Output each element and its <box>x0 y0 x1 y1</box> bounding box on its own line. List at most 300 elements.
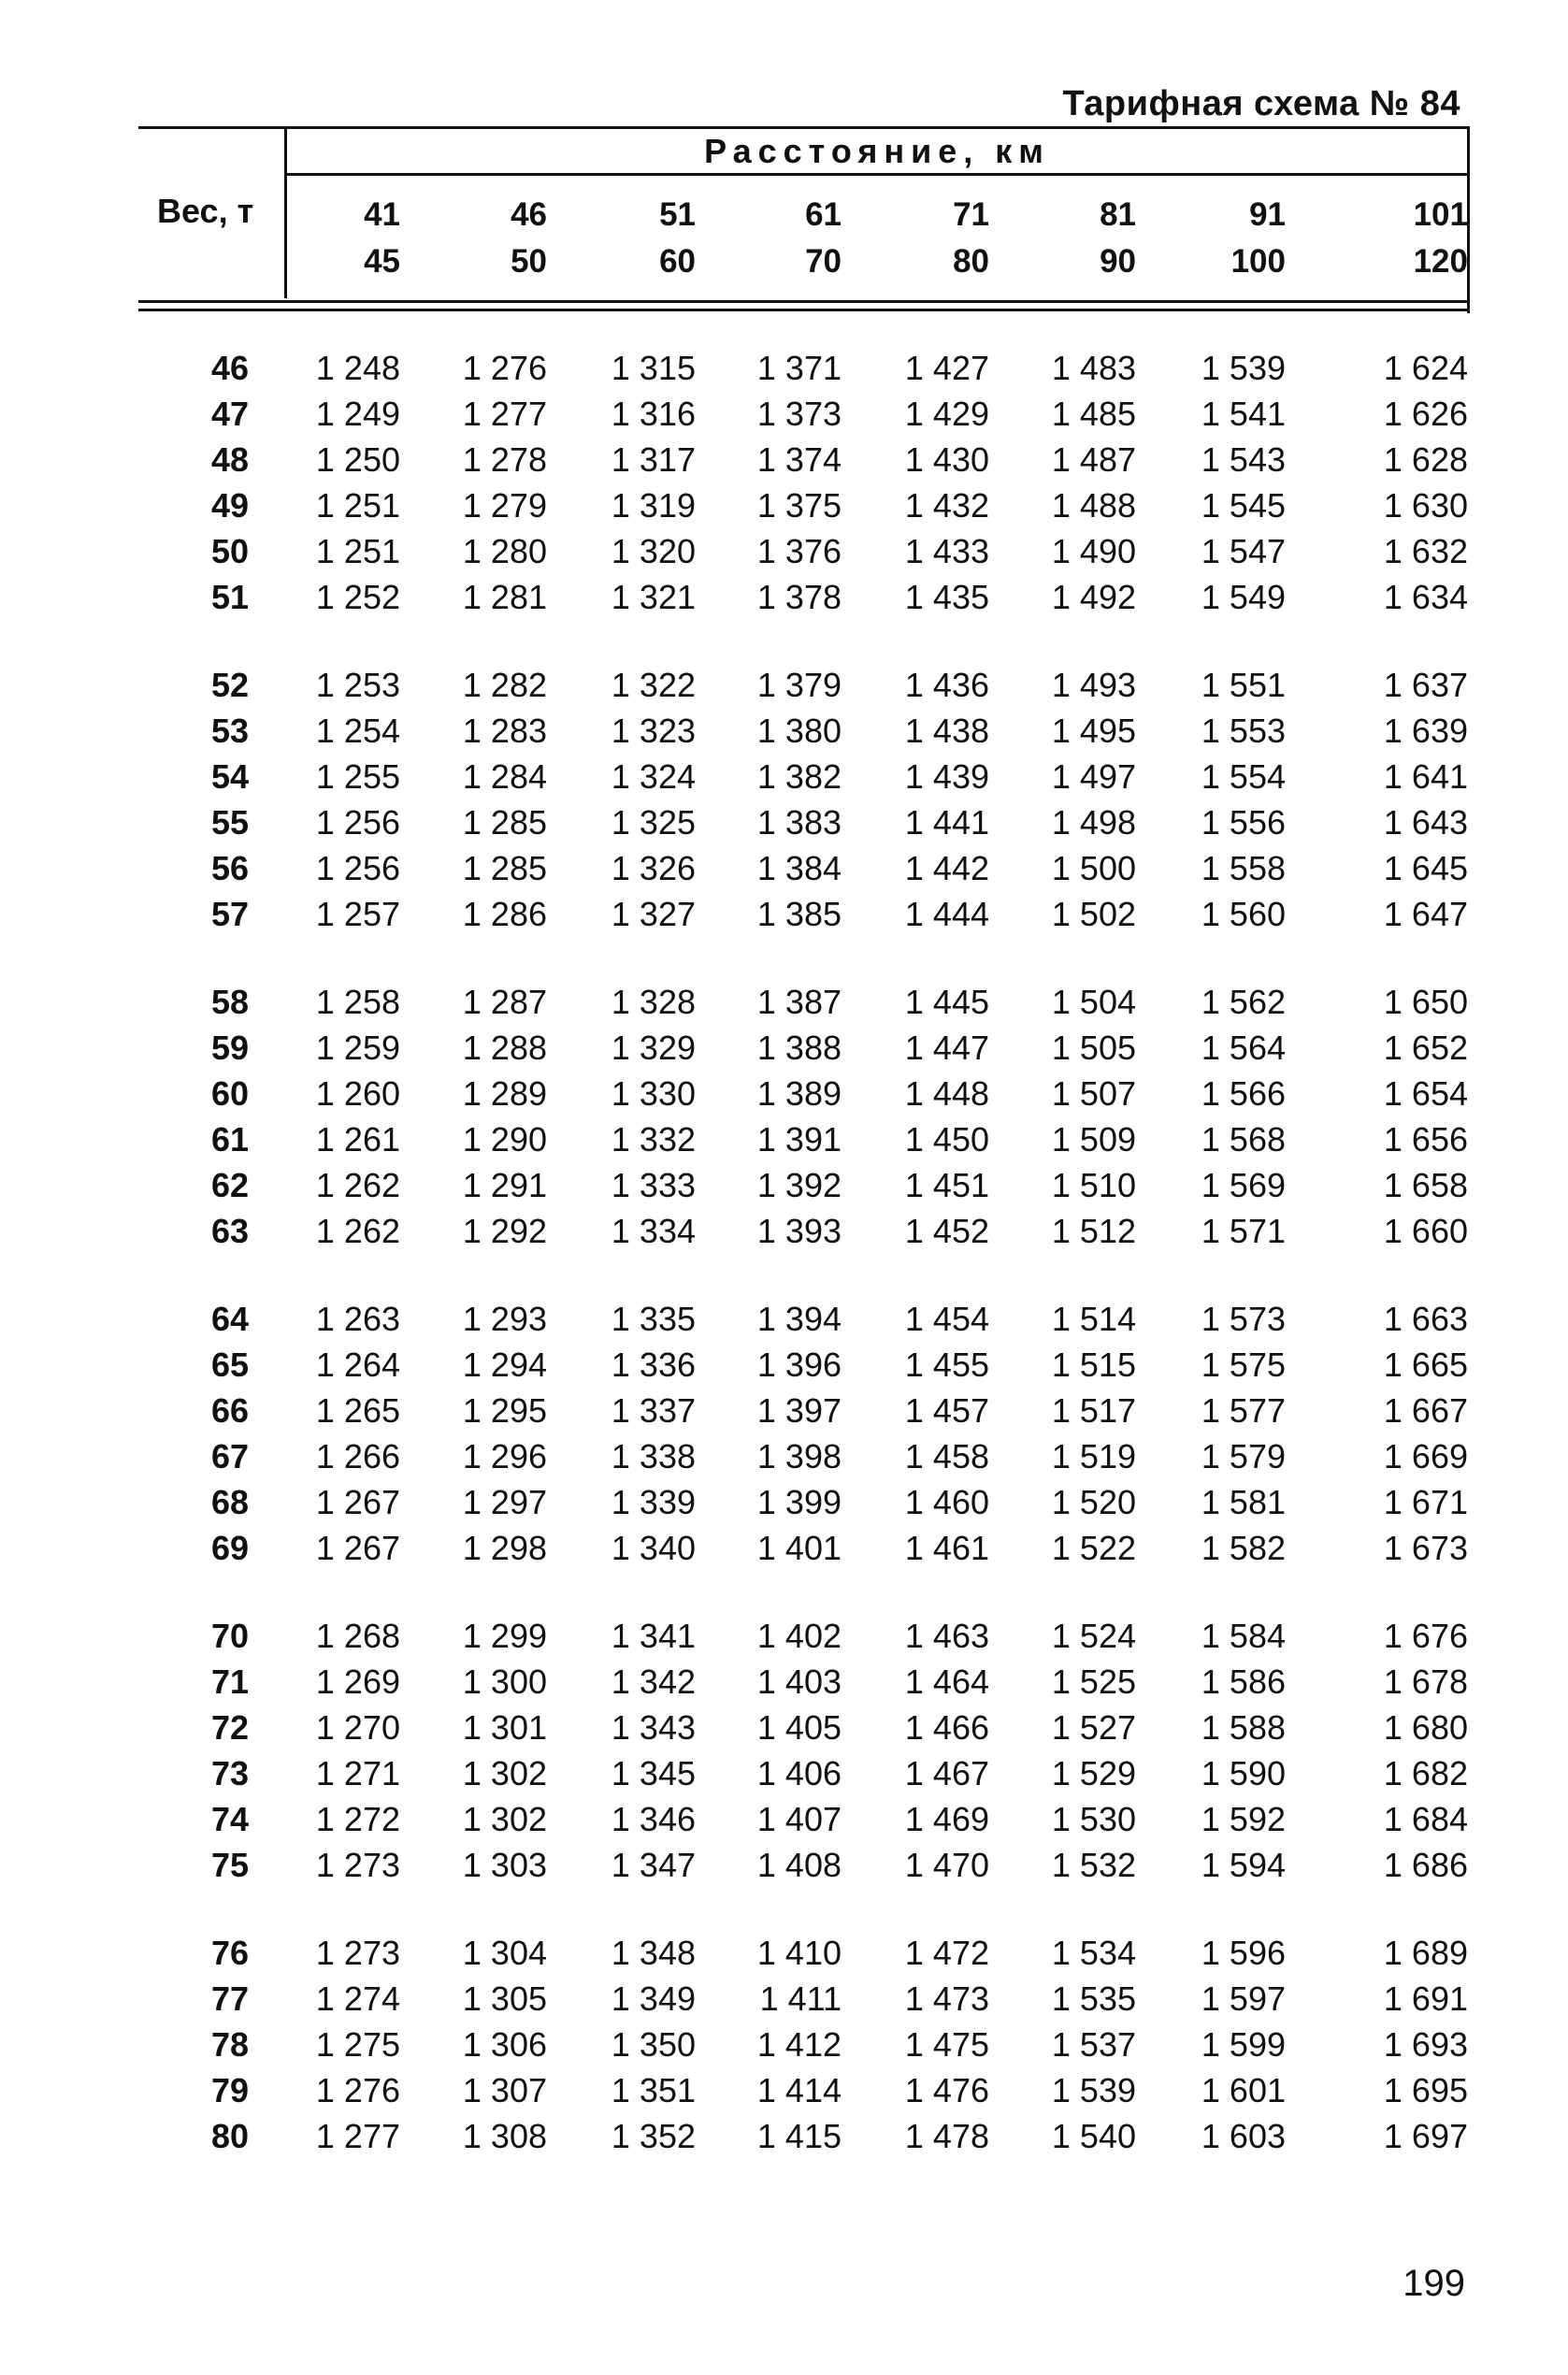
tariff-cell: 1 414 <box>756 2071 842 2109</box>
tariff-cell: 1 599 <box>1201 2025 1286 2064</box>
range-to: 90 <box>1100 243 1136 280</box>
tariff-cell: 1 301 <box>462 1708 547 1747</box>
tariff-cell: 1 441 <box>904 803 989 842</box>
range-to: 120 <box>1413 243 1468 280</box>
tariff-cell: 1 281 <box>462 578 547 616</box>
tariff-cell: 1 250 <box>315 440 400 479</box>
tariff-cell: 1 663 <box>1383 1300 1468 1338</box>
tariff-cell: 1 268 <box>315 1617 400 1655</box>
tariff-cell: 1 340 <box>611 1529 696 1567</box>
table-row <box>138 529 1470 574</box>
tariff-cell: 1 277 <box>315 2117 400 2155</box>
tariff-cell: 1 573 <box>1201 1300 1286 1338</box>
tariff-cell: 1 347 <box>611 1846 696 1884</box>
tariff-cell: 1 253 <box>315 666 400 704</box>
tariff-cell: 1 566 <box>1201 1074 1286 1113</box>
tariff-cell: 1 333 <box>611 1166 696 1204</box>
table-row <box>138 1343 1470 1388</box>
distance-header-label: Расстояние, км <box>704 132 1050 170</box>
tariff-cell: 1 248 <box>315 349 400 387</box>
tariff-cell: 1 601 <box>1201 2071 1286 2109</box>
tariff-cell: 1 485 <box>1051 395 1136 433</box>
range-from: 46 <box>511 196 547 233</box>
weight-cell: 73 <box>210 1754 249 1792</box>
tariff-cell: 1 319 <box>611 486 696 525</box>
tariff-cell: 1 258 <box>315 983 400 1021</box>
table-header <box>138 126 1470 313</box>
tariff-cell: 1 582 <box>1201 1529 1286 1567</box>
weight-cell: 58 <box>210 983 249 1021</box>
tariff-cell: 1 373 <box>756 395 842 433</box>
tariff-cell: 1 432 <box>904 486 989 525</box>
tariff-cell: 1 537 <box>1051 2025 1136 2064</box>
tariff-cell: 1 458 <box>904 1437 989 1475</box>
tariff-cell: 1 667 <box>1383 1391 1468 1430</box>
table-row <box>138 1977 1470 2022</box>
table-row <box>138 800 1470 845</box>
distance-range-header <box>444 192 547 285</box>
tariff-cell: 1 628 <box>1383 440 1468 479</box>
distance-range-header <box>1033 192 1136 285</box>
table-row <box>138 2114 1470 2159</box>
tariff-cell: 1 476 <box>904 2071 989 2109</box>
weight-cell: 74 <box>210 1800 249 1838</box>
table-row <box>138 1706 1470 1750</box>
tariff-cell: 1 332 <box>611 1120 696 1159</box>
tariff-cell: 1 276 <box>315 2071 400 2109</box>
tariff-cell: 1 271 <box>315 1754 400 1792</box>
tariff-cell: 1 581 <box>1201 1483 1286 1521</box>
weight-cell: 57 <box>210 895 249 933</box>
range-from: 41 <box>364 196 400 233</box>
tariff-cell: 1 498 <box>1051 803 1136 842</box>
tariff-cell: 1 691 <box>1383 1979 1468 2018</box>
tariff-cell: 1 282 <box>462 666 547 704</box>
tariff-cell: 1 300 <box>462 1662 547 1701</box>
tariff-cell: 1 297 <box>462 1483 547 1521</box>
tariff-cell: 1 466 <box>904 1708 989 1747</box>
tariff-cell: 1 549 <box>1201 578 1286 616</box>
tariff-cell: 1 396 <box>756 1346 842 1384</box>
tariff-cell: 1 455 <box>904 1346 989 1384</box>
tariff-cell: 1 487 <box>1051 440 1136 479</box>
tariff-cell: 1 452 <box>904 1212 989 1250</box>
tariff-cell: 1 259 <box>315 1029 400 1067</box>
tariff-cell: 1 686 <box>1383 1846 1468 1884</box>
table-row <box>138 438 1470 482</box>
weight-cell: 53 <box>210 712 249 750</box>
weight-cell: 67 <box>210 1437 249 1475</box>
weight-cell: 66 <box>210 1391 249 1430</box>
tariff-cell: 1 345 <box>611 1754 696 1792</box>
tariff-cell: 1 632 <box>1383 532 1468 570</box>
tariff-cell: 1 334 <box>611 1212 696 1250</box>
tariff-cell: 1 315 <box>611 349 696 387</box>
tariff-cell: 1 588 <box>1201 1708 1286 1747</box>
tariff-cell: 1 515 <box>1051 1346 1136 1384</box>
tariff-cell: 1 520 <box>1051 1483 1136 1521</box>
table-row <box>138 1931 1470 1976</box>
tariff-cell: 1 385 <box>756 895 842 933</box>
tariff-cell: 1 415 <box>756 2117 842 2155</box>
tariff-cell: 1 652 <box>1383 1029 1468 1067</box>
distance-range-header <box>1365 192 1468 285</box>
tariff-cell: 1 411 <box>759 1979 842 2018</box>
table-row <box>138 575 1470 620</box>
tariff-cell: 1 430 <box>904 440 989 479</box>
range-to: 50 <box>511 243 547 280</box>
tariff-cell: 1 502 <box>1051 895 1136 933</box>
header-bottom-rule <box>138 300 1470 303</box>
tariff-cell: 1 278 <box>462 440 547 479</box>
tariff-cell: 1 460 <box>904 1483 989 1521</box>
tariff-cell: 1 292 <box>462 1212 547 1250</box>
tariff-cell: 1 352 <box>611 2117 696 2155</box>
weight-cell: 52 <box>210 666 249 704</box>
tariff-cell: 1 603 <box>1201 2117 1286 2155</box>
tariff-cell: 1 658 <box>1383 1166 1468 1204</box>
tariff-cell: 1 305 <box>462 1979 547 2018</box>
range-to: 60 <box>659 243 696 280</box>
tariff-cell: 1 680 <box>1383 1708 1468 1747</box>
table-row <box>138 1389 1470 1433</box>
tariff-cell: 1 541 <box>1201 395 1286 433</box>
tariff-cell: 1 451 <box>904 1166 989 1204</box>
tariff-cell: 1 505 <box>1051 1029 1136 1067</box>
tariff-cell: 1 495 <box>1051 712 1136 750</box>
tariff-cell: 1 262 <box>315 1166 400 1204</box>
tariff-cell: 1 447 <box>904 1029 989 1067</box>
tariff-cell: 1 379 <box>756 666 842 704</box>
tariff-cell: 1 293 <box>462 1300 547 1338</box>
tariff-cell: 1 323 <box>611 712 696 750</box>
tariff-cell: 1 273 <box>315 1846 400 1884</box>
tariff-cell: 1 321 <box>611 578 696 616</box>
tariff-cell: 1 286 <box>462 895 547 933</box>
tariff-cell: 1 407 <box>756 1800 842 1838</box>
table-row <box>138 1117 1470 1162</box>
tariff-cell: 1 302 <box>462 1754 547 1792</box>
tariff-cell: 1 427 <box>904 349 989 387</box>
tariff-cell: 1 569 <box>1201 1166 1286 1204</box>
tariff-cell: 1 539 <box>1051 2071 1136 2109</box>
tariff-cell: 1 470 <box>904 1846 989 1884</box>
tariff-cell: 1 316 <box>611 395 696 433</box>
tariff-cell: 1 335 <box>611 1300 696 1338</box>
weight-cell: 50 <box>210 532 249 570</box>
tariff-cell: 1 464 <box>904 1662 989 1701</box>
tariff-cell: 1 399 <box>756 1483 842 1521</box>
tariff-cell: 1 454 <box>904 1300 989 1338</box>
tariff-cell: 1 554 <box>1201 757 1286 796</box>
table-row <box>138 1614 1470 1659</box>
tariff-cell: 1 260 <box>315 1074 400 1113</box>
table-row <box>138 755 1470 799</box>
distance-range-header <box>886 192 989 285</box>
tariff-cell: 1 267 <box>315 1529 400 1567</box>
header-bottom-rule-double <box>138 309 1470 311</box>
tariff-cell: 1 406 <box>756 1754 842 1792</box>
tariff-cell: 1 401 <box>756 1529 842 1567</box>
tariff-cell: 1 575 <box>1201 1346 1286 1384</box>
tariff-cell: 1 402 <box>756 1617 842 1655</box>
weight-cell: 54 <box>210 757 249 796</box>
tariff-cell: 1 287 <box>462 983 547 1021</box>
tariff-cell: 1 497 <box>1051 757 1136 796</box>
tariff-cell: 1 682 <box>1383 1754 1468 1792</box>
tariff-cell: 1 308 <box>462 2117 547 2155</box>
tariff-cell: 1 504 <box>1051 983 1136 1021</box>
tariff-cell: 1 512 <box>1051 1212 1136 1250</box>
tariff-cell: 1 584 <box>1201 1617 1286 1655</box>
tariff-cell: 1 643 <box>1383 803 1468 842</box>
tariff-cell: 1 299 <box>462 1617 547 1655</box>
tariff-cell: 1 647 <box>1383 895 1468 933</box>
distance-range-header <box>297 192 400 285</box>
tariff-cell: 1 492 <box>1051 578 1136 616</box>
table-row <box>138 392 1470 437</box>
tariff-cell: 1 275 <box>315 2025 400 2064</box>
tariff-cell: 1 256 <box>315 803 400 842</box>
tariff-cell: 1 639 <box>1383 712 1468 750</box>
tariff-cell: 1 317 <box>611 440 696 479</box>
tariff-cell: 1 307 <box>462 2071 547 2109</box>
tariff-cell: 1 262 <box>315 1212 400 1250</box>
tariff-cell: 1 320 <box>611 532 696 570</box>
page-number: 199 <box>1403 2263 1465 2304</box>
tariff-cell: 1 535 <box>1051 1979 1136 2018</box>
tariff-cell: 1 284 <box>462 757 547 796</box>
tariff-cell: 1 514 <box>1051 1300 1136 1338</box>
tariff-cell: 1 475 <box>904 2025 989 2064</box>
tariff-cell: 1 394 <box>756 1300 842 1338</box>
tariff-cell: 1 408 <box>756 1846 842 1884</box>
tariff-cell: 1 693 <box>1383 2025 1468 2064</box>
tariff-cell: 1 306 <box>462 2025 547 2064</box>
tariff-scheme-title: Тарифная схема № 84 <box>1062 84 1460 123</box>
weight-cell: 46 <box>210 349 249 387</box>
weight-cell: 77 <box>210 1979 249 2018</box>
weight-cell: 61 <box>210 1120 249 1159</box>
tariff-cell: 1 288 <box>462 1029 547 1067</box>
range-to: 45 <box>364 243 400 280</box>
tariff-cell: 1 255 <box>315 757 400 796</box>
weight-cell: 69 <box>210 1529 249 1567</box>
tariff-cell: 1 540 <box>1051 2117 1136 2155</box>
tariff-cell: 1 641 <box>1383 757 1468 796</box>
tariff-cell: 1 383 <box>756 803 842 842</box>
tariff-cell: 1 384 <box>756 849 842 887</box>
tariff-cell: 1 391 <box>756 1120 842 1159</box>
table-row <box>138 483 1470 528</box>
tariff-cell: 1 463 <box>904 1617 989 1655</box>
tariff-cell: 1 251 <box>315 486 400 525</box>
table-row <box>138 1072 1470 1116</box>
tariff-cell: 1 265 <box>315 1391 400 1430</box>
tariff-cell: 1 697 <box>1383 2117 1468 2155</box>
tariff-cell: 1 656 <box>1383 1120 1468 1159</box>
tariff-cell: 1 469 <box>904 1800 989 1838</box>
tariff-cell: 1 348 <box>611 1934 696 1972</box>
tariff-cell: 1 673 <box>1383 1529 1468 1567</box>
tariff-cell: 1 438 <box>904 712 989 750</box>
range-from: 91 <box>1249 196 1286 233</box>
weight-cell: 55 <box>210 803 249 842</box>
table-row <box>138 1209 1470 1254</box>
tariff-cell: 1 326 <box>611 849 696 887</box>
distance-range-header <box>1183 192 1286 285</box>
table-row <box>138 709 1470 754</box>
range-to: 100 <box>1230 243 1286 280</box>
weight-cell: 79 <box>210 2071 249 2109</box>
tariff-cell: 1 665 <box>1383 1346 1468 1384</box>
tariff-cell: 1 678 <box>1383 1662 1468 1701</box>
weight-cell: 65 <box>210 1346 249 1384</box>
table-row <box>138 663 1470 708</box>
weight-cell: 75 <box>210 1846 249 1884</box>
table-row <box>138 1026 1470 1071</box>
tariff-cell: 1 439 <box>904 757 989 796</box>
tariff-cell: 1 298 <box>462 1529 547 1567</box>
tariff-cell: 1 382 <box>756 757 842 796</box>
table-row <box>138 2068 1470 2113</box>
tariff-cell: 1 336 <box>611 1346 696 1384</box>
tariff-cell: 1 435 <box>904 578 989 616</box>
tariff-cell: 1 450 <box>904 1120 989 1159</box>
table-row <box>138 1526 1470 1571</box>
tariff-cell: 1 645 <box>1383 849 1468 887</box>
tariff-cell: 1 371 <box>756 349 842 387</box>
range-to: 70 <box>805 243 842 280</box>
range-from: 101 <box>1413 196 1468 233</box>
tariff-cell: 1 488 <box>1051 486 1136 525</box>
tariff-cell: 1 389 <box>756 1074 842 1113</box>
tariff-cell: 1 392 <box>756 1166 842 1204</box>
table-row <box>138 892 1470 937</box>
weight-cell: 76 <box>210 1934 249 1972</box>
tariff-cell: 1 553 <box>1201 712 1286 750</box>
table-row <box>138 1660 1470 1705</box>
tariff-cell: 1 660 <box>1383 1212 1468 1250</box>
tariff-cell: 1 571 <box>1201 1212 1286 1250</box>
tariff-cell: 1 270 <box>315 1708 400 1747</box>
tariff-cell: 1 507 <box>1051 1074 1136 1113</box>
table-row <box>138 1434 1470 1479</box>
weight-cell: 48 <box>210 440 249 479</box>
table-row <box>138 1797 1470 1842</box>
weight-cell: 47 <box>210 395 249 433</box>
tariff-cell: 1 529 <box>1051 1754 1136 1792</box>
tariff-cell: 1 457 <box>904 1391 989 1430</box>
tariff-cell: 1 545 <box>1201 486 1286 525</box>
weight-cell: 70 <box>210 1617 249 1655</box>
weight-cell: 72 <box>210 1708 249 1747</box>
tariff-cell: 1 436 <box>904 666 989 704</box>
tariff-cell: 1 412 <box>756 2025 842 2064</box>
tariff-cell: 1 330 <box>611 1074 696 1113</box>
distance-range-header <box>739 192 842 285</box>
tariff-cell: 1 302 <box>462 1800 547 1838</box>
tariff-cell: 1 517 <box>1051 1391 1136 1430</box>
tariff-cell: 1 568 <box>1201 1120 1286 1159</box>
tariff-cell: 1 279 <box>462 486 547 525</box>
tariff-cell: 1 577 <box>1201 1391 1286 1430</box>
tariff-cell: 1 586 <box>1201 1662 1286 1701</box>
tariff-cell: 1 280 <box>462 532 547 570</box>
tariff-cell: 1 579 <box>1201 1437 1286 1475</box>
tariff-cell: 1 277 <box>462 395 547 433</box>
tariff-cell: 1 500 <box>1051 849 1136 887</box>
range-from: 71 <box>953 196 989 233</box>
tariff-cell: 1 461 <box>904 1529 989 1567</box>
tariff-cell: 1 322 <box>611 666 696 704</box>
tariff-cell: 1 547 <box>1201 532 1286 570</box>
tariff-cell: 1 380 <box>756 712 842 750</box>
tariff-cell: 1 448 <box>904 1074 989 1113</box>
tariff-cell: 1 551 <box>1201 666 1286 704</box>
tariff-cell: 1 273 <box>315 1934 400 1972</box>
tariff-cell: 1 329 <box>611 1029 696 1067</box>
tariff-cell: 1 650 <box>1383 983 1468 1021</box>
tariff-cell: 1 444 <box>904 895 989 933</box>
tariff-cell: 1 291 <box>462 1166 547 1204</box>
tariff-cell: 1 285 <box>462 849 547 887</box>
tariff-cell: 1 473 <box>904 1979 989 2018</box>
tariff-cell: 1 252 <box>315 578 400 616</box>
tariff-cell: 1 338 <box>611 1437 696 1475</box>
tariff-cell: 1 493 <box>1051 666 1136 704</box>
weight-cell: 49 <box>210 486 249 525</box>
weight-cell: 51 <box>210 578 249 616</box>
tariff-cell: 1 303 <box>462 1846 547 1884</box>
table-row <box>138 980 1470 1025</box>
tariff-cell: 1 256 <box>315 849 400 887</box>
tariff-cell: 1 590 <box>1201 1754 1286 1792</box>
tariff-cell: 1 624 <box>1383 349 1468 387</box>
tariff-cell: 1 261 <box>315 1120 400 1159</box>
weight-cell: 56 <box>210 849 249 887</box>
weight-cell: 64 <box>210 1300 249 1338</box>
tariff-cell: 1 249 <box>315 395 400 433</box>
tariff-cell: 1 269 <box>315 1662 400 1701</box>
tariff-cell: 1 349 <box>611 1979 696 2018</box>
tariff-cell: 1 556 <box>1201 803 1286 842</box>
tariff-cell: 1 263 <box>315 1300 400 1338</box>
range-from: 81 <box>1100 196 1136 233</box>
tariff-cell: 1 276 <box>462 349 547 387</box>
tariff-cell: 1 350 <box>611 2025 696 2064</box>
tariff-cell: 1 592 <box>1201 1800 1286 1838</box>
table-row <box>138 1297 1470 1342</box>
tariff-cell: 1 251 <box>315 532 400 570</box>
tariff-cell: 1 294 <box>462 1346 547 1384</box>
tariff-cell: 1 564 <box>1201 1029 1286 1067</box>
tariff-cell: 1 684 <box>1383 1800 1468 1838</box>
tariff-cell: 1 393 <box>756 1212 842 1250</box>
tariff-cell: 1 597 <box>1201 1979 1286 2018</box>
tariff-cell: 1 375 <box>756 486 842 525</box>
tariff-cell: 1 539 <box>1201 349 1286 387</box>
tariff-cell: 1 689 <box>1383 1934 1468 1972</box>
tariff-cell: 1 519 <box>1051 1437 1136 1475</box>
tariff-cell: 1 272 <box>315 1800 400 1838</box>
tariff-cell: 1 387 <box>756 983 842 1021</box>
tariff-cell: 1 429 <box>904 395 989 433</box>
table-row <box>138 1751 1470 1796</box>
tariff-cell: 1 264 <box>315 1346 400 1384</box>
tariff-cell: 1 325 <box>611 803 696 842</box>
tariff-cell: 1 594 <box>1201 1846 1286 1884</box>
